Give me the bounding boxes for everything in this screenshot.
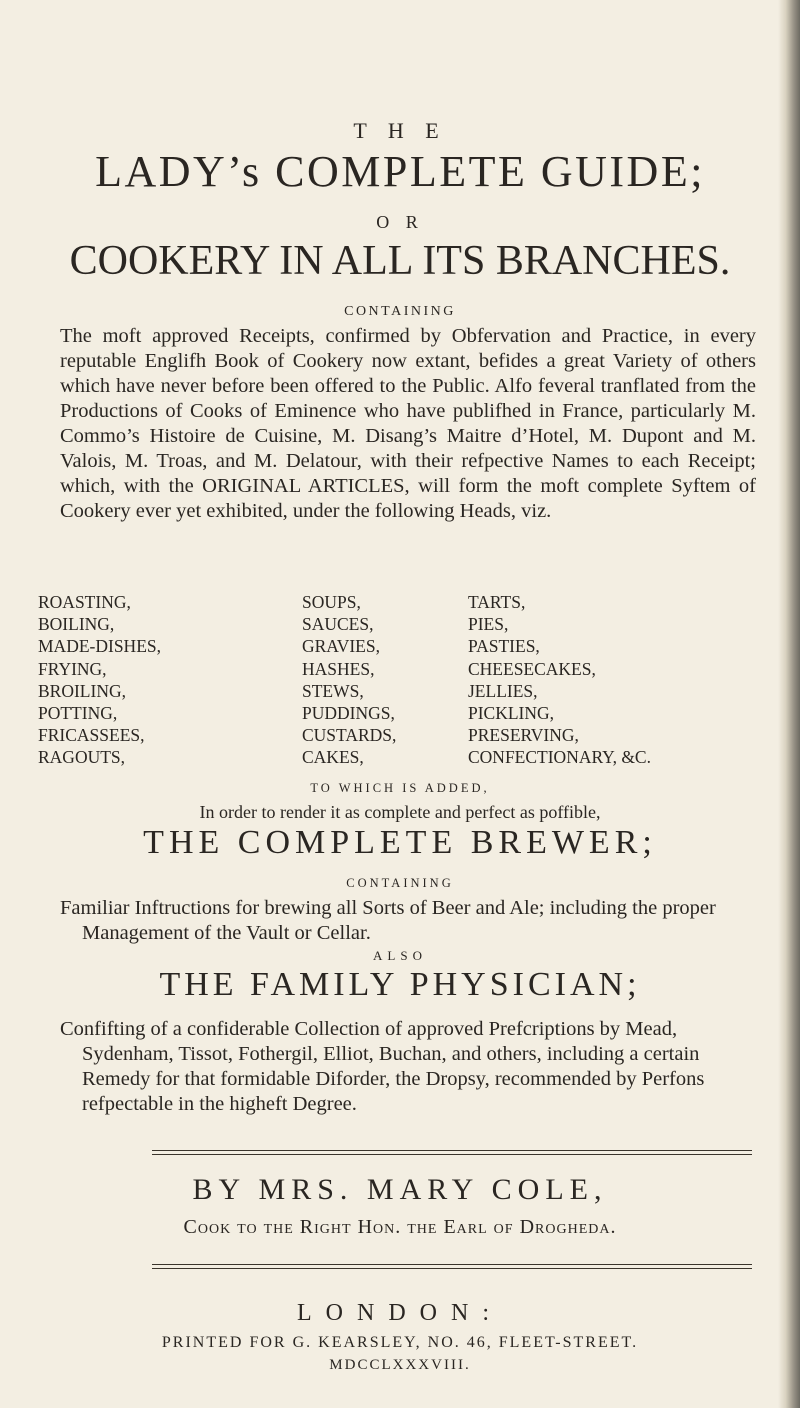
to-which-added: TO WHICH IS ADDED, bbox=[310, 781, 490, 795]
divider-bottom-double bbox=[152, 1268, 752, 1269]
head-item: FRICASSEES, bbox=[38, 725, 145, 746]
brewer-title: THE COMPLETE BREWER; bbox=[143, 824, 657, 861]
head-item: BOILING, bbox=[38, 614, 115, 635]
intro-text: The moft approved Receipts, confirmed by Obfervation and Practice, in every reputable Englifh Book of Cookery now extant, befides a great Variety of others which have never before been offered to the Public. Alfo feveral tranflated from the Productions of Cooks of Eminence who have publifhed in France, particularly M. Commo’s Histoire de Cuisine, M. Disang’s Maitre d’Hotel, M. Dupont and M. Valois, M. Troas, and M. Delatour, with their refpective Names to each Receipt; which, with the ORIGINAL ARTICLES, will form the moft complete Syftem of Cookery ever yet exhibited, under the following Heads, viz. bbox=[60, 325, 756, 522]
head-item: TARTS, bbox=[468, 592, 526, 612]
head-item: SAUCES, bbox=[302, 614, 374, 635]
author-title-text: Cook to the Right Hon. the Earl of Drogheda. bbox=[183, 1216, 617, 1238]
head-item: ROASTING, bbox=[38, 592, 131, 612]
main-title: LADY’s COMPLETE GUIDE; bbox=[95, 147, 705, 196]
head-item: PASTIES, bbox=[468, 636, 540, 657]
intro-paragraph bbox=[38, 324, 756, 524]
heads-column-1 bbox=[38, 591, 161, 769]
containing-label: CONTAINING bbox=[344, 304, 456, 319]
head-item: CHEESECAKES, bbox=[468, 658, 596, 679]
head-item: HASHES, bbox=[302, 658, 375, 679]
head-item: CONFECTIONARY, &C. bbox=[468, 747, 651, 768]
head-item: PICKLING, bbox=[468, 703, 555, 724]
brewer-containing: CONTAINING bbox=[346, 876, 454, 890]
order-line: In order to render it as complete and perfect as poffible, bbox=[199, 802, 601, 822]
author-line: BY MRS. MARY COLE, bbox=[192, 1173, 608, 1206]
title-article: T H E bbox=[353, 118, 447, 143]
physician-paragraph bbox=[60, 1017, 756, 1117]
physician-text: Confifting of a confiderable Collection of approved Prefcriptions by Mead, Sydenham, Tissot, Fothergil, Elliot, Buchan, and others, including a certain Remedy for that formidable Diforder, the Dropsy, recommended by Perfons refpectable in the higheft Degree. bbox=[60, 1018, 705, 1115]
head-item: FRYING, bbox=[38, 658, 107, 679]
imprint-city: LONDON: bbox=[297, 1300, 503, 1326]
imprint-printer: PRINTED FOR G. KEARSLEY, NO. 46, FLEET-STREET. bbox=[161, 1334, 639, 1351]
title-or: O R bbox=[376, 212, 424, 232]
head-item: STEWS, bbox=[302, 680, 364, 701]
head-item: PUDDINGS, bbox=[302, 703, 395, 724]
divider-top-double bbox=[152, 1154, 752, 1155]
subtitle: COOKERY IN ALL ITS BRANCHES. bbox=[69, 238, 731, 284]
head-item: CAKES, bbox=[302, 747, 364, 768]
imprint-year: MDCCLXXXVIII. bbox=[329, 1357, 471, 1373]
head-item: PIES, bbox=[468, 614, 509, 635]
head-item: RAGOUTS, bbox=[38, 747, 126, 768]
author-title bbox=[0, 1216, 800, 1239]
head-item: JELLIES, bbox=[468, 680, 538, 701]
head-item: MADE-DISHES, bbox=[38, 636, 161, 657]
head-item: POTTING, bbox=[38, 703, 118, 724]
head-item: SOUPS, bbox=[302, 592, 361, 612]
head-item: CUSTARDS, bbox=[302, 725, 397, 746]
head-item: PRESERVING, bbox=[468, 725, 579, 746]
heads-column-3 bbox=[468, 591, 651, 769]
heads-column-2 bbox=[302, 591, 396, 769]
brewer-paragraph bbox=[60, 896, 756, 946]
also-label: ALSO bbox=[373, 948, 427, 963]
brewer-text: Familiar Inftructions for brewing all Sorts of Beer and Ale; including the proper Management of the Vault or Cellar. bbox=[60, 897, 716, 944]
divider-bottom bbox=[152, 1264, 752, 1265]
head-item: BROILING, bbox=[38, 680, 126, 701]
divider-top bbox=[152, 1150, 752, 1151]
head-item: GRAVIES, bbox=[302, 636, 380, 657]
physician-title: THE FAMILY PHYSICIAN; bbox=[159, 966, 641, 1003]
